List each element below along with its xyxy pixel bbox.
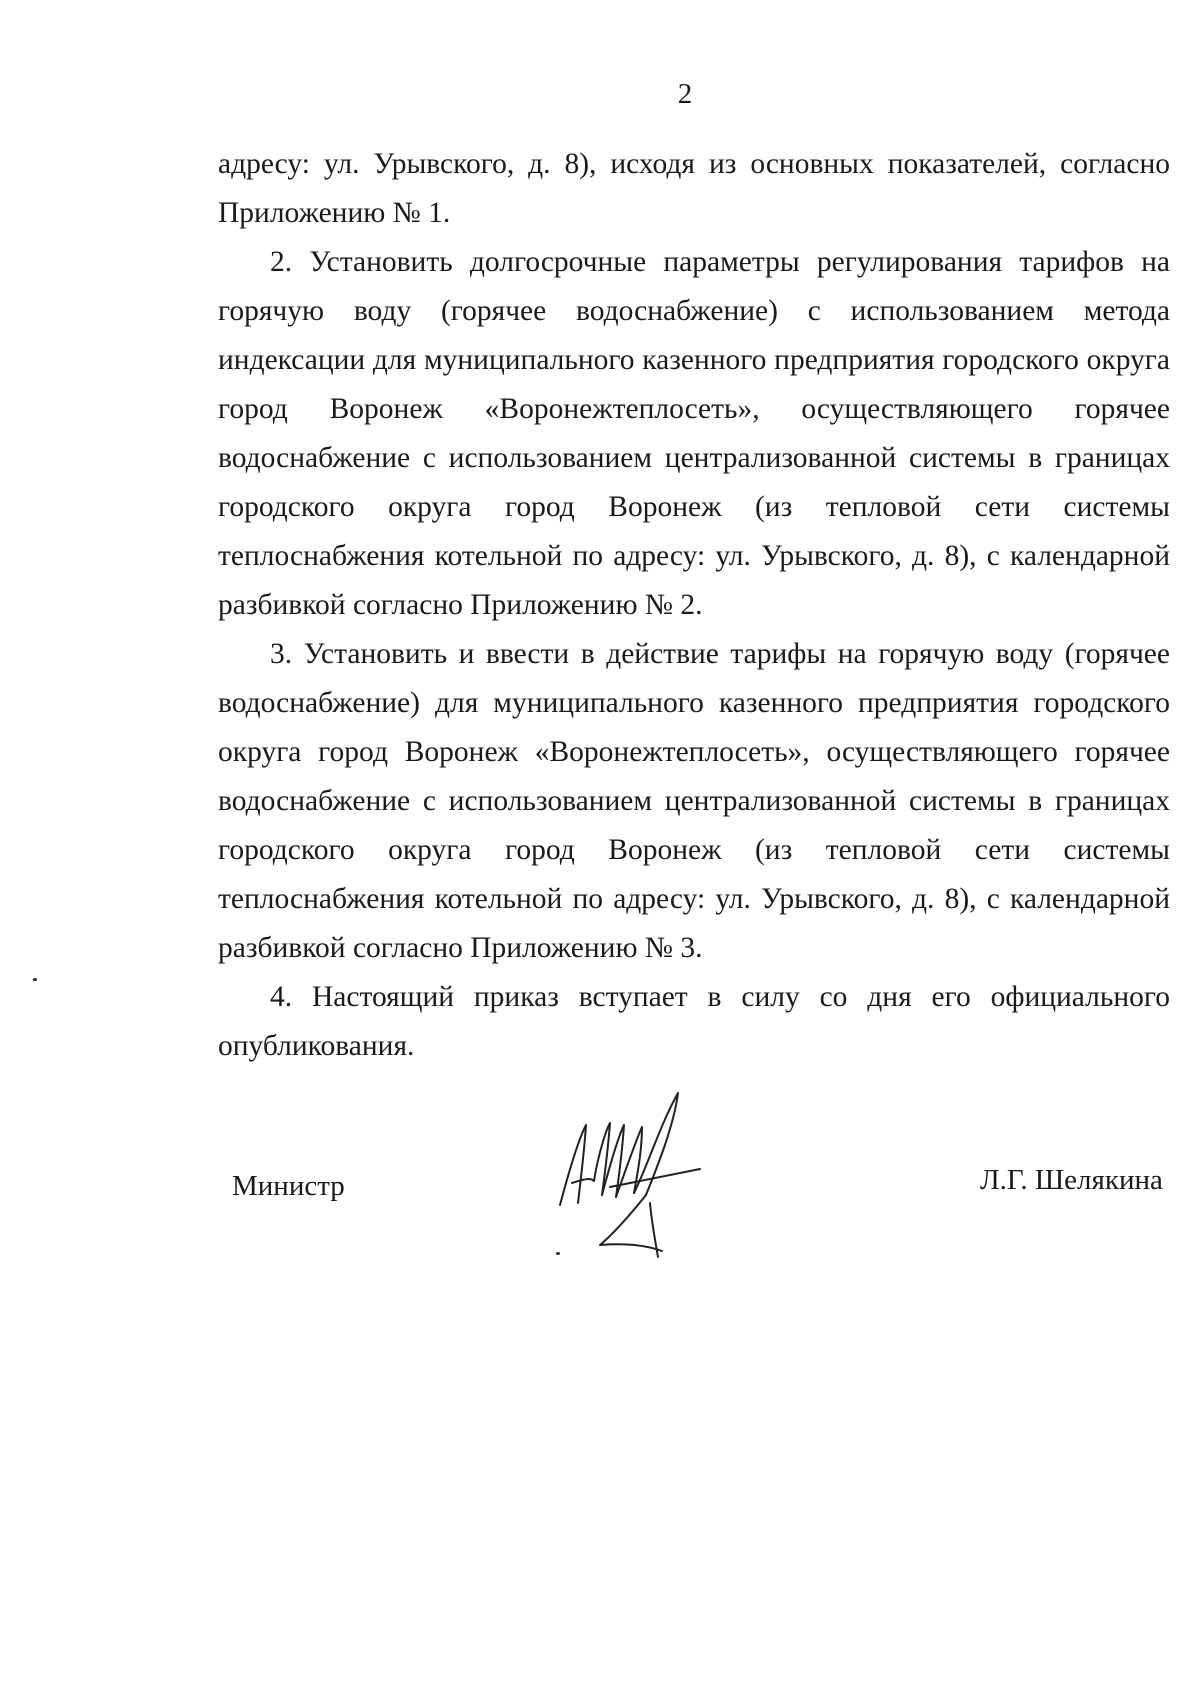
paragraph-item-3: 3. Установить и ввести в действие тарифы на горячую воду (горячее водоснабжение) для муниципального казенного предприятия городского округа город Воронеж «Воронежтеплосеть», осуществляющего горячее водоснабжение с использованием централизованной системы в границах городского округа город Воронеж (из тепловой сети системы теплоснабжения котельной по адресу: ул. Урывского, д. 8), с календарной разбивкой согласно Приложению № 3. [218, 638, 1170, 964]
document-body [218, 140, 1170, 1071]
paragraph-continuation: адресу: ул. Урывского, д. 8), исходя из основных показателей, согласно Приложению № 1. [218, 148, 1170, 229]
scan-speck [556, 1252, 560, 1255]
paragraph-item-4: 4. Настоящий приказ вступает в силу со дня его официального опубликования. [218, 981, 1170, 1062]
handwritten-signature [550, 1085, 730, 1265]
signatory-name: Л.Г. Шелякина [980, 1164, 1163, 1196]
signatory-title: Министр [232, 1170, 345, 1202]
scan-speck [33, 978, 37, 981]
paragraph-item-2: 2. Установить долгосрочные параметры регулирования тарифов на горячую воду (горячее водоснабжение) с использованием метода индексации для муниципального казенного предприятия городского округа город Воронеж «Воронежтеплосеть», осуществляющего горячее водоснабжение с использованием централизованной системы в границах городского округа город Воронеж (из тепловой сети системы теплоснабжения котельной по адресу: ул. Урывского, д. 8), с календарной разбивкой согласно Приложению № 2. [218, 246, 1170, 621]
page-number: 2 [677, 78, 693, 110]
